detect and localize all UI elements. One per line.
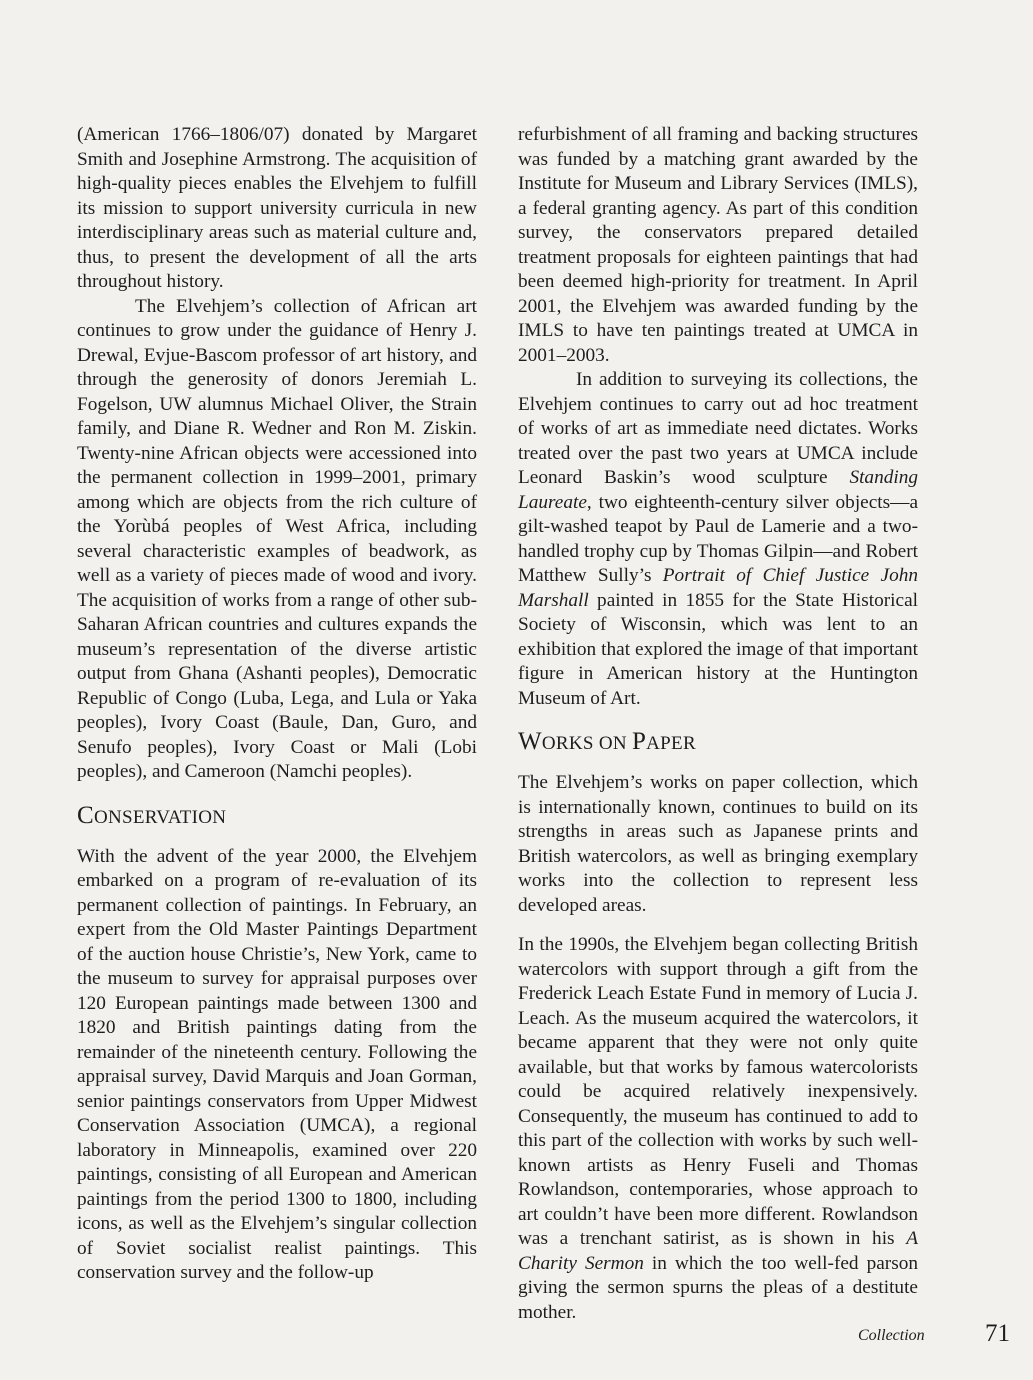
heading-conservation — [77, 801, 477, 833]
text-run: , two eighteenth-century silver objects—a gilt-washed teapot by Paul de Lamerie and a two-handled trophy cup by Thomas Gilpin—and Robert Matthew Sully’s — [518, 491, 918, 586]
heading-works-on-paper — [518, 727, 918, 759]
artwork-title-charity-sermon: A Charity Sermon — [518, 1228, 918, 1274]
right-column — [518, 123, 918, 1325]
text-run: painted in 1855 for the State Historical Society of Wisconsin, which was lent to an exhibition that explored the image of that important figure in American history at the Huntington Museum of Art. — [518, 589, 918, 709]
left-column — [77, 123, 477, 1286]
paragraph-conservation: With the advent of the year 2000, the Elvehjem embarked on a program of re-evaluation of its permanent collection of paintings. In February, an expert from the Old Master Paintings Department of the auction house Christie’s, New York, came to the museum to survey for appraisal purposes over 120 European paintings made between 1300 and 1820 and British paintings dating from the remainder of the nineteenth century. Following the appraisal survey, David Marquis and Joan Gorman, senior paintings conservators from Upper Midwest Conservation Association (UMCA), a regional laboratory in Minneapolis, examined over 220 paintings, consisting of all European and American paintings from the period 1300 to 1800, including icons, as well as the Elvehjem’s singular collection of Soviet socialist realist paintings. This conservation survey and the follow-up — [77, 845, 477, 1283]
page-number: 71 — [985, 1320, 1010, 1347]
text-run: in which the too well-fed parson giving the sermon spurns the pleas of a destitute mother. — [518, 1252, 918, 1323]
paragraph-african-art: The Elvehjem’s collection of African art continues to grow under the guidance of Henry J. Drewal, Evjue-Bascom professor of art history, and through the generosity of donors Jeremiah L. Fogelson, UW alumnus Michael Oliver, the Strain family, and Diane R. Wedner and Ron M. Ziskin. Twenty-nine African objects were accessioned into the permanent collection in 1999–2001, primary among which are objects from the rich culture of the Yorùbá peoples of West Africa, including several characteristic examples of beadwork, as well as a variety of pieces made of wood and ivory. The acquisition of works from a range of other sub-Saharan African countries and cultures expands the museum’s representation of the diverse artistic output from Ghana (Ashanti peoples), Democratic Republic of Congo (Luba, Lega, and Lula or Yaka peoples), Ivory Coast (Baule, Dan, Guro, and Senufo peoples), Ivory Coast or Mali (Lobi peoples), and Cameroon (Namchi peoples). — [77, 295, 477, 782]
heading-initial-w: W — [518, 728, 542, 755]
heading-rest: ONSERVATION — [93, 806, 227, 828]
text-run: In addition to surveying its collections, the Elvehjem continues to carry out ad hoc treatment of works of art as immediate need dictates. Works treated over the past two years at UMCA include Leonard Baskin’s wood sculpture — [518, 369, 918, 488]
artwork-title-marshall-portrait: Portrait of Chief Justice John Marshall — [518, 565, 919, 611]
heading-part: APER — [646, 733, 696, 754]
artwork-title-standing-laureate: Standing Laureate — [518, 467, 918, 513]
paragraph-works-on-paper: The Elvehjem’s works on paper collection, which is internationally known, continues to build on its strengths in areas such as Japanese prints and British watercolors, as well as bringing exemplary works into the collection to represent less developed areas. — [518, 772, 918, 916]
paragraph-refurbishment: refurbishment of all framing and backing structures was funded by a matching grant awarded by the Institute for Museum and Library Services (IMLS), a federal granting agency. As part of this condition survey, the conservators prepared detailed treatment proposals for eighteen paintings that had been deemed high-priority for treatment. In April 2001, the Elvehjem was awarded funding by the IMLS to have ten paintings treated at UMCA in 2001–2003. — [518, 124, 918, 366]
heading-initial: C — [77, 801, 94, 829]
footer-section-label: Collection — [858, 1327, 925, 1344]
text-run: In the 1990s, the Elvehjem began collecting British watercolors with support through a gift from the Frederick Leach Estate Fund in memory of Lucia J. Leach. As the museum acquired the watercolors, it became apparent that they were not only quite available, but that works by famous watercolorists could be acquired relatively inexpensively. Consequently, the museum has continued to add to this part of the collection with works by such well-known artists as Henry Fuseli and Thomas Rowlandson, contemporaries, whose approach to art couldn’t have been more different. Rowlandson was a trenchant satirist, as is shown in his — [518, 934, 918, 1249]
paragraph-treatments — [518, 368, 918, 711]
paragraph-british-watercolors — [518, 933, 918, 1325]
heading-part: ORKS ON — [541, 733, 632, 754]
paragraph-donation: (American 1766–1806/07) donated by Margaret Smith and Josephine Armstrong. The acquisition of high-quality pieces enables the Elvehjem to fulfill its mission to support university curricula in new interdisciplinary areas such as material culture and, thus, to present the development of all the arts throughout history. — [77, 124, 477, 292]
heading-initial-p: P — [631, 728, 647, 755]
